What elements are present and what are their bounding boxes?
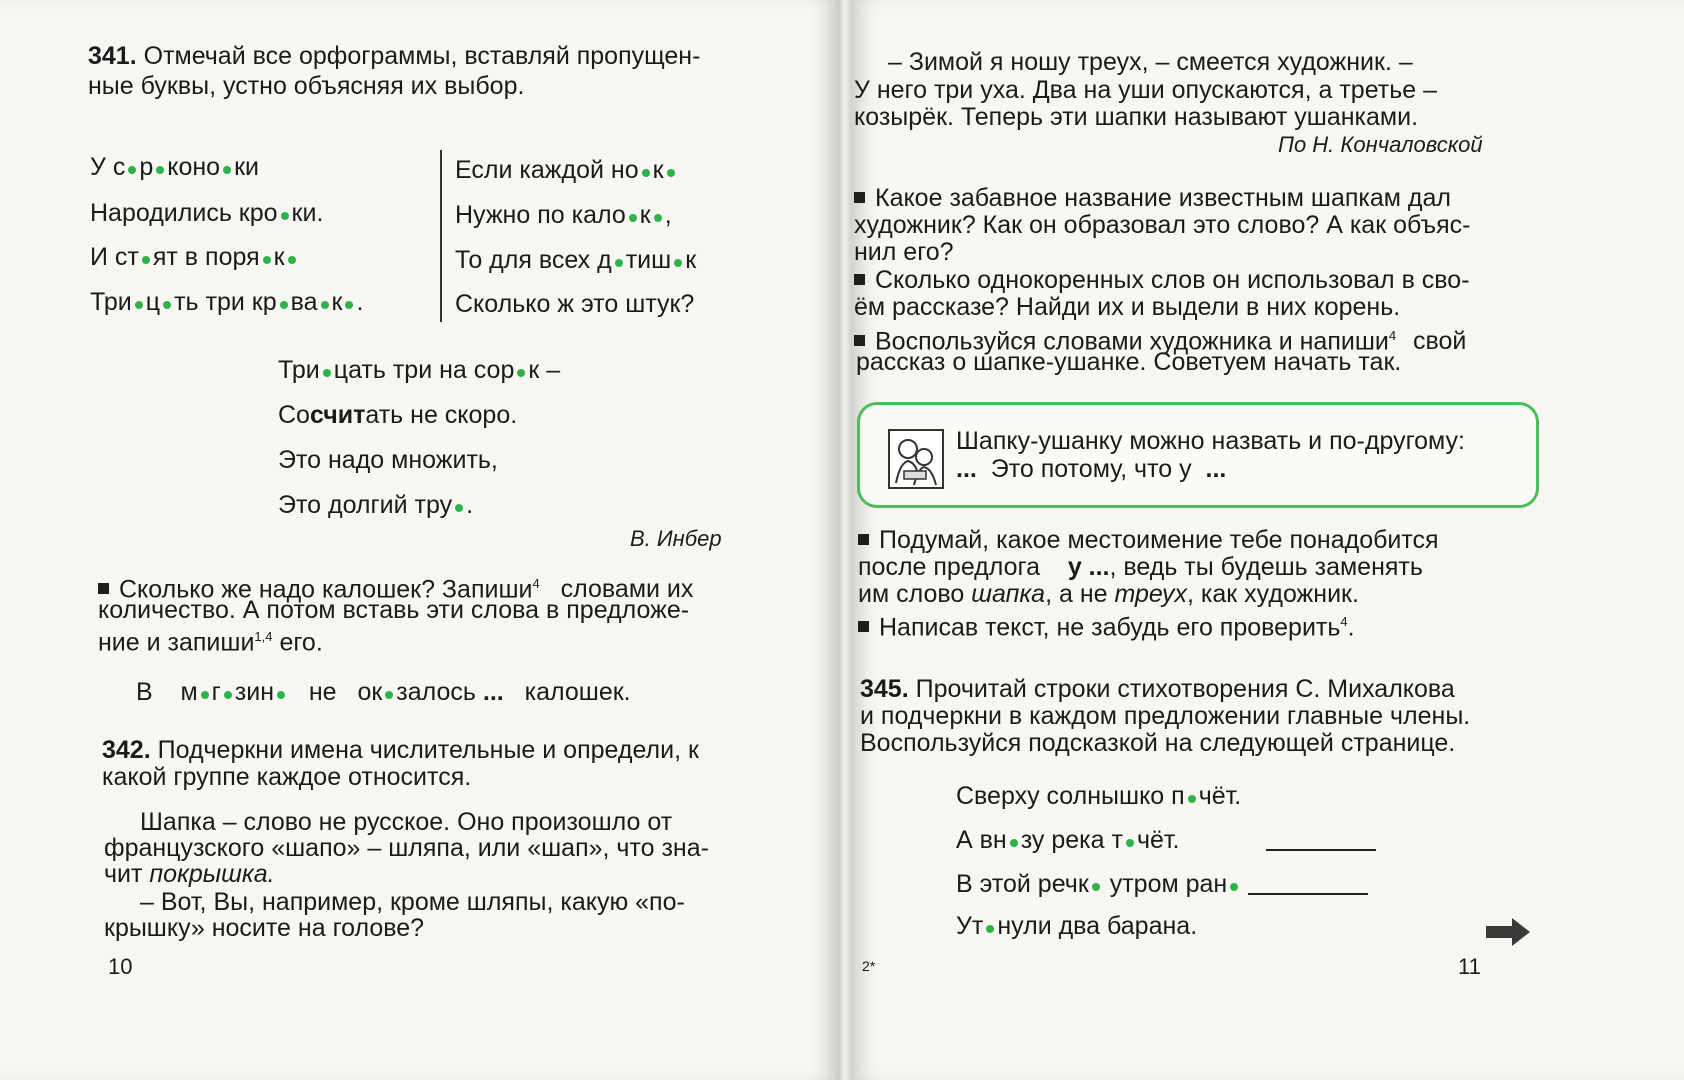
missing-letter-dot — [1126, 839, 1134, 847]
missing-letter-dot — [629, 214, 637, 222]
quote-line-1: – Зимой я ношу треух, – смеется художник. – — [888, 48, 1413, 76]
right-page — [852, 0, 1684, 1080]
stanza-line-2: Сосчитать не скоро. — [278, 401, 518, 429]
missing-letter-dot — [1010, 839, 1018, 847]
missing-letter-dot — [1230, 883, 1238, 891]
missing-letter-dot — [263, 256, 271, 264]
missing-letter-dot — [223, 166, 231, 174]
story-line-2: французского «шапо» – шляпа, или «шап», что зна- — [104, 834, 709, 862]
bullet-square-icon — [98, 583, 109, 594]
poem-left-line-1: У с р коно ки — [90, 153, 259, 181]
poem2-line-1: Сверху солнышко п чёт. — [956, 782, 1242, 810]
question-1-line-2: художник? Как он образовал это слово? А как объяс- — [854, 211, 1471, 239]
missing-letter-dot — [517, 369, 525, 377]
poem-right-line-1: Если каждой но к — [455, 156, 678, 185]
exercise-345-line1: 345. Прочитай строки стихотворения С. Михалкова — [860, 675, 1455, 703]
missing-letter-dot — [156, 166, 164, 174]
page-number: 10 — [108, 954, 133, 979]
missing-letter-dot — [615, 259, 623, 267]
task-check-line: Написав текст, не забудь его проверить$^4$. — [858, 607, 1355, 642]
story-line-1: Шапка – слово не русское. Оно произошло от — [140, 808, 673, 836]
question-3-line-1: Воспользуйся словами художника и напиши$^4$ свой — [854, 321, 1466, 356]
task-pronoun-line-3: им слово шапка, а не треух, как художник. — [858, 580, 1359, 608]
missing-letter-dot — [986, 925, 994, 933]
missing-letter-dot — [277, 691, 285, 699]
missing-letter-dot — [667, 169, 675, 177]
missing-letter-dot — [142, 256, 150, 264]
quote-author: По Н. Кончаловской — [1278, 132, 1483, 157]
hint-box — [857, 402, 1539, 508]
exercise-345-line3: Воспользуйся подсказкой на следующей странице. — [860, 729, 1456, 757]
missing-letter-dot — [321, 301, 329, 309]
question-1-line-3: нил его? — [854, 238, 954, 266]
next-page-arrow-icon[interactable] — [1484, 916, 1532, 948]
poem-right-line-4: Сколько ж это штук? — [455, 290, 695, 318]
story-line-3: чит покрышка. — [104, 860, 275, 888]
task-line-2: количество. А потом вставь эти слова в предложе- — [98, 596, 690, 624]
question-2-line-2: ём рассказе? Найди их и выдели в них корень. — [854, 293, 1401, 321]
missing-letter-dot — [135, 301, 143, 309]
missing-letter-dot — [224, 691, 232, 699]
exercise-number: 345. — [860, 675, 909, 703]
missing-letter-dot — [163, 301, 171, 309]
missing-letter-dot — [288, 256, 296, 264]
exercise-342-line1: 342. Подчеркни имена числительные и определи, к — [102, 736, 699, 764]
missing-letter-dot — [1092, 883, 1100, 891]
missing-letter-dot — [385, 691, 393, 699]
poem-right-line-2: Нужно по кало к , — [455, 201, 672, 229]
answer-blank[interactable] — [1266, 849, 1376, 851]
poem-right-line-3: То для всех д тиш к — [455, 246, 697, 274]
fill-in-sentence: В м г зин не ок залось ... калошек. — [136, 678, 631, 706]
exercise-341-line2: ные буквы, устно объясняя их выбор. — [88, 72, 525, 100]
stanza-line-3: Это надо множить, — [278, 446, 498, 474]
exercise-341-line1: 341. Отмечай все орфограммы, вставляй пропущен- — [88, 42, 701, 70]
question-3-line-2: рассказ о шапке-ушанке. Советуем начать так. — [856, 348, 1402, 376]
missing-letter-dot — [280, 301, 288, 309]
footer-mark: 2* — [862, 958, 876, 974]
book-spine — [838, 0, 852, 1080]
missing-letter-dot — [128, 166, 136, 174]
task-pronoun-line-2: после предлога у ..., ведь ты будешь заменять — [858, 553, 1423, 581]
missing-letter-dot — [201, 691, 209, 699]
exercise-345-line2: и подчеркни в каждом предложении главные члены. — [860, 702, 1471, 730]
task-line-1: Сколько же надо калошек? Запиши$^4$ словами их — [98, 569, 693, 604]
page-number: 11 — [1458, 954, 1481, 979]
missing-letter-dot — [345, 301, 353, 309]
task-line-3: ние и запиши$^{1,4}$ его. — [98, 628, 323, 657]
poem2-line-2: А вн зу река т чёт. — [956, 826, 1376, 855]
story-line-4: – Вот, Вы, например, кроме шляпы, какую «по- — [140, 888, 685, 916]
poem2-line-3: В этой речк утром ран — [956, 870, 1368, 899]
missing-letter-dot — [674, 259, 682, 267]
hint-line-1: Шапку-ушанку можно назвать и по-другому: — [956, 427, 1465, 455]
hint-line-2: ... Это потому, что у ... — [956, 455, 1227, 483]
exercise-number: 342. — [102, 736, 151, 764]
bullet-square-icon — [858, 534, 869, 545]
question-1-line-1: Какое забавное название известным шапкам дал — [854, 184, 1451, 213]
left-page — [0, 0, 838, 1080]
task-pronoun-line-1: Подумай, какое местоимение тебе понадобится — [858, 526, 1439, 555]
poem-left-line-2: Народились кро ки. — [90, 199, 324, 227]
bullet-square-icon — [854, 335, 865, 346]
bullet-square-icon — [854, 192, 865, 203]
missing-letter-dot — [654, 214, 662, 222]
exercise-342-line2: какой группе каждое относится. — [102, 763, 472, 791]
column-divider — [440, 150, 442, 322]
missing-letter-dot — [455, 504, 463, 512]
bullet-square-icon — [854, 274, 865, 285]
stanza-line-1: Три цать три на сор к – — [278, 356, 561, 384]
missing-letter-dot — [1188, 795, 1196, 803]
kids-reading-icon — [888, 429, 944, 489]
poem2-line-4: Ут нули два барана. — [956, 912, 1198, 940]
bullet-square-icon — [858, 621, 869, 632]
missing-letter-dot — [281, 212, 289, 220]
answer-blank[interactable] — [1248, 893, 1368, 895]
question-2-line-1: Сколько однокоренных слов он использовал в сво- — [854, 266, 1470, 295]
story-line-5: крышку» носите на голове? — [104, 914, 425, 942]
poem-left-line-3: И ст ят в поря к — [90, 243, 299, 272]
exercise-number: 341. — [88, 42, 137, 70]
missing-letter-dot — [323, 369, 331, 377]
stanza-line-4: Это долгий тру . — [278, 491, 474, 519]
missing-letter-dot — [642, 169, 650, 177]
poem-author: В. Инбер — [630, 526, 722, 551]
quote-line-3: козырёк. Теперь эти шапки называют ушанками. — [854, 103, 1419, 131]
poem-left-line-4: Три ц ть три кр ва к . — [90, 288, 364, 316]
quote-line-2: У него три уха. Два на уши опускаются, а третье – — [854, 76, 1437, 104]
